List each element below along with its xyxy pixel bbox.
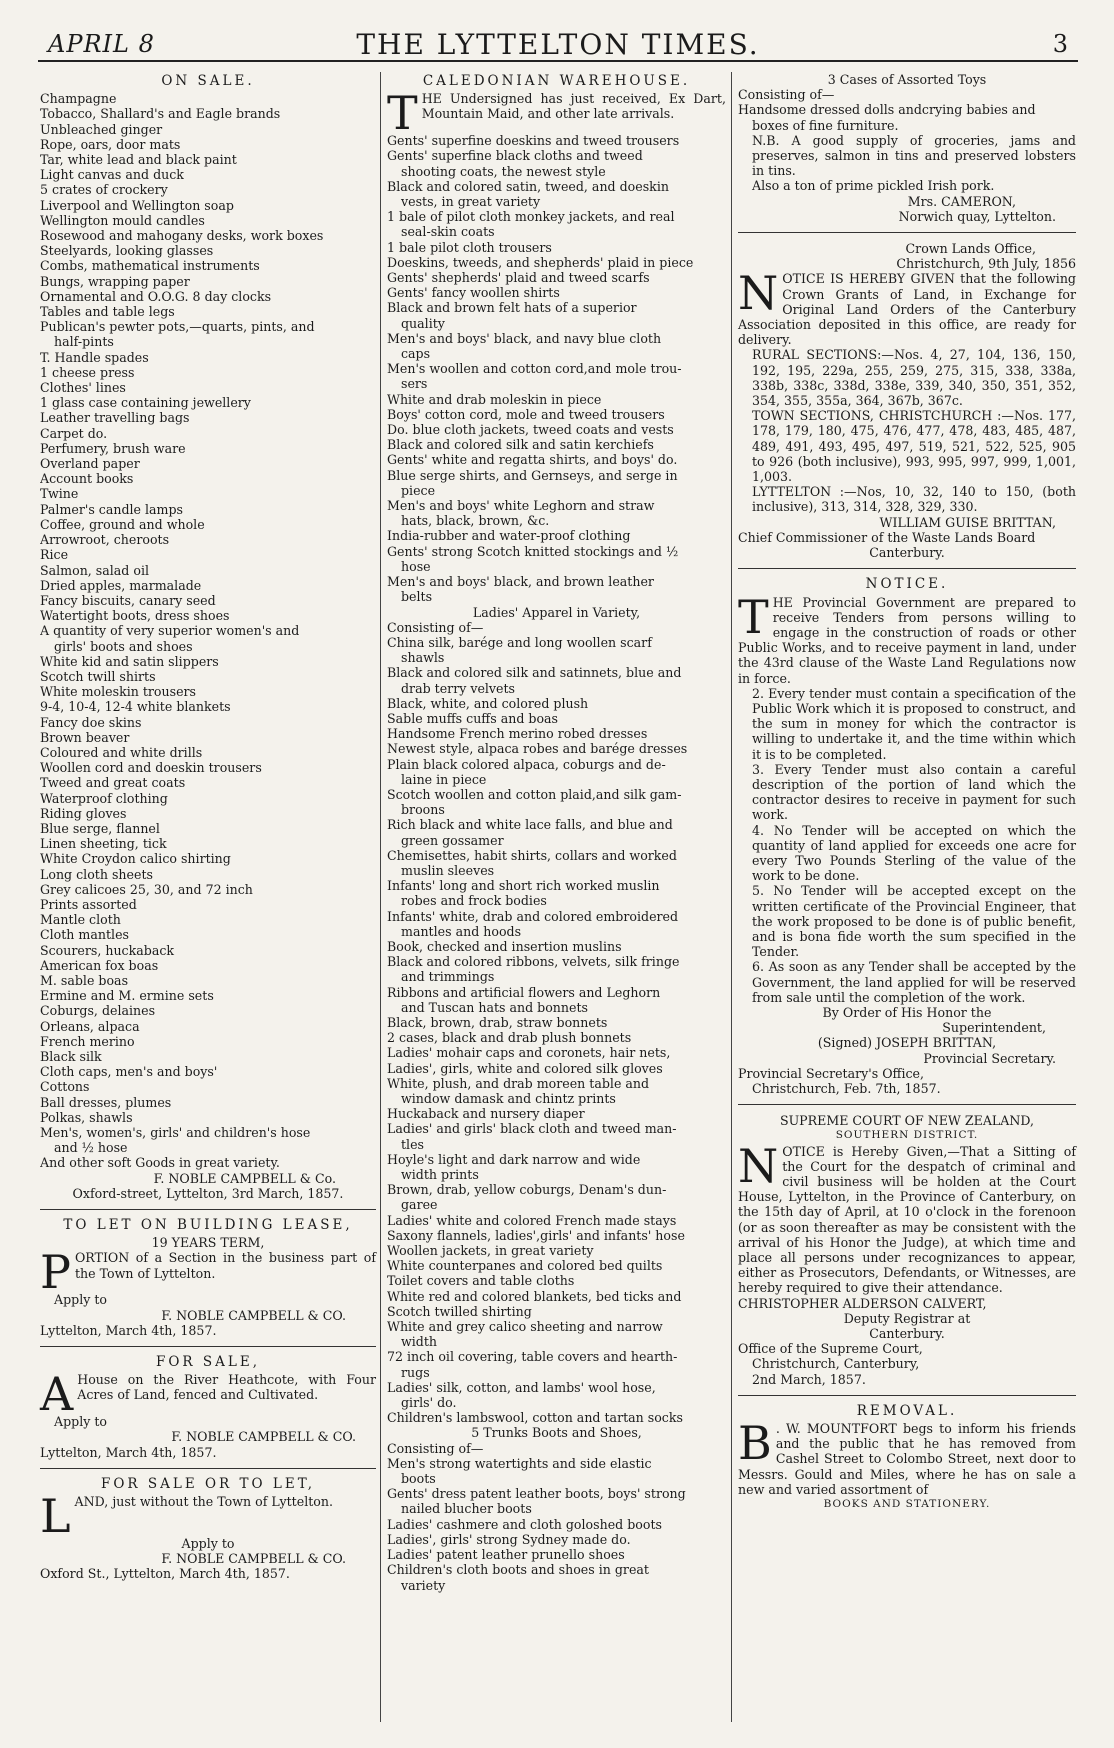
list-item: piece xyxy=(401,482,436,498)
list-item: Ladies' patent leather prunello shoes xyxy=(387,1547,625,1563)
list-item: hose xyxy=(401,558,431,574)
list-item: Woollen jackets, in great variety xyxy=(387,1243,594,1259)
list-item: Unbleached ginger xyxy=(40,121,163,137)
divider xyxy=(738,568,1076,569)
toys-pork: Also a ton of prime pickled Irish pork. xyxy=(752,178,995,194)
list-item: robes and frock bodies xyxy=(401,893,547,909)
list-item: Ornamental and O.O.G. 8 day clocks xyxy=(40,288,272,304)
list-item: Ladies' and girls' black cloth and tweed man- xyxy=(387,1121,677,1137)
divider xyxy=(40,1209,376,1210)
boots-list xyxy=(387,1456,726,1593)
list-item: Men's woollen and cotton cord,and mole trou- xyxy=(387,361,682,377)
list-item: Wellington mould candles xyxy=(40,212,205,228)
to-let-apply: Apply to xyxy=(54,1292,108,1308)
list-item: Men's and boys' black, and navy blue cloth xyxy=(387,330,662,346)
toys-heading: 3 Cases of Assorted Toys xyxy=(827,72,987,87)
list-item: Waterproof clothing xyxy=(40,790,168,806)
crown-date: Christchurch, 9th July, 1856 xyxy=(896,256,1076,272)
notice-p3: 3. Every Tender must also contain a careful description of the portion of land which the contractor desires to receive in payment for such work. xyxy=(752,761,1076,823)
removal-heading: REMOVAL. xyxy=(856,1402,958,1419)
list-item: Newest style, alpaca robes and barége dresses xyxy=(387,741,688,757)
list-item: Mantle cloth xyxy=(40,912,121,928)
notice-p2: 2. Every tender must contain a specification of the Public Work which it is proposed to construct, and the sum in money for which the contractor is willing to undertake it, and the time within which it is to be completed. xyxy=(752,685,1076,762)
masthead xyxy=(38,26,1078,62)
list-item: Tar, white lead and black paint xyxy=(40,152,237,168)
list-item: White kid and satin slippers xyxy=(40,653,219,669)
list-item: Gents' strong Scotch knitted stockings and ½ xyxy=(387,543,679,559)
list-item: Toilet covers and table cloths xyxy=(387,1273,575,1289)
list-item: vests, in great variety xyxy=(401,194,541,210)
list-item: Bungs, wrapping paper xyxy=(40,273,190,289)
list-item: Hoyle's light and dark narrow and wide xyxy=(387,1151,641,1167)
list-item: Ladies', girls' strong Sydney made do. xyxy=(387,1531,631,1547)
notice-p1: THE Provincial Government are prepared to receive Tenders from persons willing to engage in the construction of roads or other Public Works, and to receive payment in land, under the 43rd clause of the Waste Land Regulations now in force. xyxy=(738,589,1076,686)
toys-nb: N.B. A good supply of groceries, jams and preserves, salmon in tins and preserved lobsters in tins. xyxy=(752,132,1076,179)
list-item: Sable muffs cuffs and boas xyxy=(387,710,559,726)
list-item: nailed blucher boots xyxy=(401,1501,532,1517)
list-item: Long cloth sheets xyxy=(40,866,153,882)
list-item: Men's and boys' black, and brown leather xyxy=(387,574,654,590)
ladies-list xyxy=(387,635,726,1426)
list-item: Children's cloth boots and shoes in great xyxy=(387,1562,649,1578)
list-item: and Tuscan hats and bonnets xyxy=(401,999,589,1015)
list-item: boots xyxy=(401,1471,436,1487)
to-let-heading: TO LET ON BUILDING LEASE, xyxy=(63,1217,353,1234)
list-item: Salmon, salad oil xyxy=(40,562,150,578)
list-item: width prints xyxy=(401,1167,479,1183)
list-item: Coloured and white drills xyxy=(40,744,203,760)
list-item: and trimmings xyxy=(401,969,495,985)
list-item: White Croydon calico shirting xyxy=(40,851,231,867)
list-item: Clothes' lines xyxy=(40,380,126,396)
list-item: Cloth caps, men's and boys' xyxy=(40,1064,218,1080)
sale-or-let-body: LAND, just without the Town of Lyttelton. xyxy=(40,1489,333,1544)
list-item: laine in piece xyxy=(401,771,487,787)
crown-town: TOWN SECTIONS, CHRISTCHURCH :—Nos. 177, 178, 179, 180, 475, 476, 477, 478, 483, 485, 487, 489, 491, 493, 495, 497, 519, 521, 522, 525, 905 to 926 (both inclusive), 993, 995, 997, 999, 1,001, 1,003. xyxy=(752,408,1076,485)
list-item: Cloth mantles xyxy=(40,927,129,943)
list-item: Handsome dressed dolls andcrying babies and xyxy=(738,102,1036,118)
list-item: 1 bale of pilot cloth monkey jackets, and real xyxy=(387,209,675,225)
list-item: Children's lambswool, cotton and tartan socks xyxy=(387,1410,683,1426)
list-item: Huckaback and nursery diaper xyxy=(387,1106,585,1122)
list-item: Watertight boots, dress shoes xyxy=(40,608,230,624)
sale-or-let-heading: FOR SALE OR TO LET, xyxy=(100,1475,316,1492)
column-3 xyxy=(738,72,1076,1512)
list-item: Liverpool and Wellington soap xyxy=(40,197,234,213)
list-item: girls' boots and shoes xyxy=(54,638,193,654)
list-item: Rope, oars, door mats xyxy=(40,136,181,152)
list-item: Scotch twilled shirting xyxy=(387,1303,532,1319)
list-item: China silk, barége and long woollen scarf xyxy=(387,634,652,650)
column-rule-1 xyxy=(380,72,381,1722)
for-sale-body: A House on the River Heathcote, with Four Acres of Land, fenced and Cultivated. xyxy=(40,1367,376,1422)
crown-place: Canterbury. xyxy=(869,545,945,561)
list-item: Black and colored ribbons, velvets, silk fringe xyxy=(387,954,680,970)
list-item: White red and colored blankets, bed ticks and xyxy=(387,1288,682,1304)
list-item: hats, black, brown, &c. xyxy=(401,513,550,529)
list-item: Coffee, ground and whole xyxy=(40,516,205,532)
column-1 xyxy=(40,72,376,1582)
list-item: Polkas, shawls xyxy=(40,1109,133,1125)
list-item: Brown, drab, yellow coburgs, Denam's dun- xyxy=(387,1182,667,1198)
notice-order: By Order of His Honor the xyxy=(822,1004,992,1020)
divider xyxy=(40,1468,376,1469)
list-item: Black and colored satin, tweed, and doeskin xyxy=(387,178,669,194)
list-item: Boys' cotton cord, mole and tweed trousers xyxy=(387,406,665,422)
on-sale-heading: ON SALE. xyxy=(161,73,255,89)
list-item: Do. blue cloth jackets, tweed coats and vests xyxy=(387,422,674,438)
removal-body: B . W. MOUNTFORT begs to inform his friends and the public that he has removed from Cashel Street to Colombo Street, next door to Messrs. Gould and Miles, where he has on sale a new and varied assortment of xyxy=(738,1416,1076,1497)
list-item: Black, white, and colored plush xyxy=(387,695,589,711)
list-item: 72 inch oil covering, table covers and hearth- xyxy=(387,1349,678,1365)
list-item: garee xyxy=(401,1197,438,1213)
list-item: M. sable boas xyxy=(40,972,129,988)
court-signature: CHRISTOPHER ALDERSON CALVERT, xyxy=(738,1295,987,1311)
list-item: Rice xyxy=(40,547,69,563)
caledonian-intro: THE Undersigned has just received, Ex Dart, Mountain Maid, and other late arrivals. xyxy=(387,86,726,141)
toys-consisting: Consisting of— xyxy=(738,87,835,103)
list-item: Black, brown, drab, straw bonnets xyxy=(387,1014,608,1030)
list-item: Men's and boys' white Leghorn and straw xyxy=(387,498,655,514)
on-sale-list xyxy=(40,91,376,1170)
page-number: 3 xyxy=(1052,30,1068,58)
for-sale-heading: FOR SALE, xyxy=(156,1354,260,1371)
list-item: Brown beaver xyxy=(40,729,130,745)
list-item: Black silk xyxy=(40,1049,102,1064)
list-item: Orleans, alpaca xyxy=(40,1018,140,1034)
list-item: White and grey calico sheeting and narrow xyxy=(387,1319,663,1335)
ladies-consisting: Consisting of— xyxy=(387,619,484,635)
list-item: tles xyxy=(401,1136,425,1152)
issue-date: APRIL 8 xyxy=(48,30,155,58)
list-item: Overland paper xyxy=(40,456,140,472)
list-item: 2 cases, black and drab plush bonnets xyxy=(387,1030,632,1046)
list-item: 1 glass case containing jewellery xyxy=(40,395,251,411)
list-item: boxes of fine furniture. xyxy=(752,117,899,133)
list-item: Ladies' cashmere and cloth goloshed boots xyxy=(387,1516,662,1532)
removal-books: BOOKS AND STATIONERY. xyxy=(823,1498,991,1511)
court-title: Deputy Registrar at xyxy=(843,1310,971,1326)
notice-superintendent: Superintendent, xyxy=(942,1020,1046,1036)
divider xyxy=(738,232,1076,233)
list-item: India-rubber and water-proof clothing xyxy=(387,528,631,544)
list-item: width xyxy=(401,1334,438,1350)
list-item: Dried apples, marmalade xyxy=(40,577,202,593)
boots-consisting: Consisting of— xyxy=(387,1440,484,1456)
list-item: Ladies' white and colored French made stays xyxy=(387,1212,677,1228)
list-item: White and drab moleskin in piece xyxy=(387,391,602,407)
to-let-date: Lyttelton, March 4th, 1857. xyxy=(40,1322,217,1338)
sale-or-let-date: Oxford St., Lyttelton, March 4th, 1857. xyxy=(40,1566,290,1582)
list-item: Prints assorted xyxy=(40,896,137,912)
sale-or-let-apply: Apply to xyxy=(181,1536,235,1552)
list-item: White moleskin trousers xyxy=(40,684,197,700)
list-item: Gents' dress patent leather boots, boys' strong xyxy=(387,1486,686,1502)
list-item: caps xyxy=(401,346,431,362)
list-item: Fancy doe skins xyxy=(40,714,142,730)
list-item: Carpet do. xyxy=(40,425,108,441)
court-place: Canterbury. xyxy=(869,1326,945,1342)
list-item: variety xyxy=(401,1577,446,1593)
column-2 xyxy=(387,72,726,1593)
list-item: Steelyards, looking glasses xyxy=(40,243,214,259)
list-item: Arrowroot, cheroots xyxy=(40,532,170,548)
court-body: NOTICE is Hereby Given,—That a Sitting of the Court for the despatch of criminal and civil business will be holden at the Court House, Lyttelton, in the Province of Canterbury, on the 15th day of April, at 10 o'clock in the forenoon (or as soon thereafter as may be consistent with the arrival of his Honor the Judge), at which time and place all persons under recognizances to appear, either as Prosecutors, Defendants, or Witnesses, are hereby required to give their attendance. xyxy=(738,1138,1076,1296)
list-item: Light canvas and duck xyxy=(40,167,184,183)
notice-signature: (Signed) JOSEPH BRITTAN, xyxy=(817,1035,997,1051)
list-item: Tweed and great coats xyxy=(40,775,186,791)
list-item: Leather travelling bags xyxy=(40,410,190,426)
list-item: 9-4, 10-4, 12-4 white blankets xyxy=(40,699,231,715)
list-item: Black and brown felt hats of a superior xyxy=(387,300,637,316)
list-item: green gossamer xyxy=(401,832,504,848)
list-item: And other soft Goods in great variety. xyxy=(40,1155,280,1171)
list-item: shawls xyxy=(401,650,445,666)
list-item: Linen sheeting, tick xyxy=(40,836,167,852)
list-item: Blue serge, flannel xyxy=(40,820,160,836)
on-sale-signature: F. NOBLE CAMPBELL & Co. xyxy=(153,1170,336,1186)
ladies-heading: Ladies' Apparel in Variety, xyxy=(472,604,641,620)
list-item: half-pints xyxy=(54,334,114,350)
list-item: Saxony flannels, ladies',girls' and infants' hose xyxy=(387,1227,685,1243)
list-item: Scotch woollen and cotton plaid,and silk gam- xyxy=(387,786,682,802)
list-item: window damask and chintz prints xyxy=(401,1091,616,1106)
boots-heading: 5 Trunks Boots and Shoes, xyxy=(471,1425,642,1441)
list-item: mantles and hoods xyxy=(401,923,522,939)
notice-p6: 6. As soon as any Tender shall be accepted by the Government, the land applied for will be reserved from sale until the completion of the work. xyxy=(752,959,1076,1005)
list-item: French merino xyxy=(40,1033,135,1049)
list-item: Combs, mathematical instruments xyxy=(40,258,260,274)
notice-p5: 5. No Tender will be accepted except on the written certificate of the Provincial Engineer, that the work proposed to be done is of public benefit, and is bona fide worth the sum specified in the Tender. xyxy=(752,883,1076,960)
toys-signature: Mrs. CAMERON, xyxy=(907,193,1016,209)
crown-office: Crown Lands Office, xyxy=(905,241,1036,257)
sale-or-let-signature: F. NOBLE CAMPBELL & CO. xyxy=(161,1551,346,1567)
list-item: 5 crates of crockery xyxy=(40,182,168,198)
list-item: Gents' superfine black cloths and tweed xyxy=(387,148,643,164)
list-item: Gents' fancy woollen shirts xyxy=(387,285,560,301)
list-item: Doeskins, tweeds, and shepherds' plaid in piece xyxy=(387,254,694,270)
notice-date: Christchurch, Feb. 7th, 1857. xyxy=(752,1081,941,1096)
list-item: Twine xyxy=(40,486,79,502)
list-item: White counterpanes and colored bed quilts xyxy=(387,1258,663,1274)
court-subheading: SOUTHERN DISTRICT. xyxy=(835,1129,979,1142)
notice-office: Provincial Secretary's Office, xyxy=(738,1065,924,1081)
to-let-signature: F. NOBLE CAMPBELL & CO. xyxy=(161,1307,346,1323)
court-date: 2nd March, 1857. xyxy=(752,1371,866,1387)
crown-lyttelton: LYTTELTON :—Nos, 10, 32, 140 to 150, (both inclusive), 313, 314, 328, 329, 330. xyxy=(752,484,1076,515)
list-item: Handsome French merino robed dresses xyxy=(387,726,648,742)
list-item: seal-skin coats xyxy=(401,224,495,240)
on-sale-address: Oxford-street, Lyttelton, 3rd March, 1857. xyxy=(72,1185,344,1201)
list-item: drab terry velvets xyxy=(401,680,516,696)
list-item: American fox boas xyxy=(40,957,159,973)
crown-signature: WILLIAM GUISE BRITTAN, xyxy=(879,514,1056,530)
crown-rural: RURAL SECTIONS:—Nos. 4, 27, 104, 136, 150, 192, 195, 229a, 255, 259, 275, 315, 338, 338a, 338b, 338c, 338d, 338e, 339, 340, 350, 351, 352, 354, 355, 355a, 364, 367b, 367c. xyxy=(752,347,1076,409)
list-item: rugs xyxy=(401,1364,430,1380)
list-item: 1 bale pilot cloth trousers xyxy=(387,239,552,255)
for-sale-apply: Apply to xyxy=(54,1414,108,1430)
list-item: girls' do. xyxy=(401,1395,457,1411)
court-heading: SUPREME COURT OF NEW ZEALAND, xyxy=(779,1113,1035,1129)
list-item: Tables and table legs xyxy=(40,304,175,320)
list-item: Cottons xyxy=(40,1079,90,1095)
list-item: Gents' shepherds' plaid and tweed scarfs xyxy=(387,270,650,286)
list-item: belts xyxy=(401,589,433,605)
list-item: Blue serge shirts, and Gernseys, and serge in xyxy=(387,467,678,483)
notice-p4: 4. No Tender will be accepted on which the quantity of land applied for exceeds one acre for every Two Pounds Sterling of the value of the work to be done. xyxy=(752,822,1076,884)
list-item: Grey calicoes 25, 30, and 72 inch xyxy=(40,881,253,897)
list-item: muslin sleeves xyxy=(401,862,495,878)
list-item: Woollen cord and doeskin trousers xyxy=(40,760,262,776)
notice-title: Provincial Secretary. xyxy=(923,1050,1056,1066)
list-item: Infants' long and short rich worked muslin xyxy=(387,878,660,894)
list-item: Perfumery, brush ware xyxy=(40,440,186,456)
list-item: White, plush, and drab moreen table and xyxy=(387,1075,650,1091)
list-item: and ½ hose xyxy=(54,1140,128,1156)
list-item: Ball dresses, plumes xyxy=(40,1094,172,1110)
list-item: Ladies' mohair caps and coronets, hair nets, xyxy=(387,1045,671,1061)
list-item: Gents' white and regatta shirts, and boys' do. xyxy=(387,452,678,468)
list-item: A quantity of very superior women's and xyxy=(40,623,300,639)
toys-address: Norwich quay, Lyttelton. xyxy=(898,208,1056,224)
list-item: T. Handle spades xyxy=(40,349,149,365)
list-item: Account books xyxy=(40,471,134,487)
list-item: Ribbons and artificial flowers and Leghorn xyxy=(387,984,661,1000)
court-city: Christchurch, Canterbury, xyxy=(752,1356,920,1372)
crown-body: NOTICE IS HEREBY GIVEN that the following Crown Grants of Land, in Exchange for Original Land Orders of the Canterbury Association deposited in this office, are ready for delivery. xyxy=(738,266,1076,348)
list-item: Book, checked and insertion muslins xyxy=(387,938,622,954)
list-item: Black and colored silk and satin kerchiefs xyxy=(387,437,654,453)
to-let-subheading: 19 YEARS TERM, xyxy=(151,1235,265,1251)
list-item: Rosewood and mahogany desks, work boxes xyxy=(40,228,324,244)
list-item: Tobacco, Shallard's and Eagle brands xyxy=(40,106,281,122)
list-item: sers xyxy=(401,376,428,392)
list-item: Infants' white, drab and colored embroidered xyxy=(387,908,679,924)
divider xyxy=(738,1104,1076,1105)
menswear-list xyxy=(387,133,726,604)
court-office: Office of the Supreme Court, xyxy=(738,1341,923,1357)
to-let-body: PORTION of a Section in the business part of the Town of Lyttelton. xyxy=(40,1245,376,1300)
newspaper-title: THE LYTTELTON TIMES. xyxy=(356,28,760,61)
list-item: Fancy biscuits, canary seed xyxy=(40,592,216,608)
list-item: Scourers, huckaback xyxy=(40,942,175,958)
for-sale-date: Lyttelton, March 4th, 1857. xyxy=(40,1444,217,1460)
caledonian-heading: CALEDONIAN WAREHOUSE. xyxy=(422,73,691,89)
list-item: Scotch twill shirts xyxy=(40,668,156,684)
list-item: Black and colored silk and satinnets, blue and xyxy=(387,665,682,681)
divider xyxy=(738,1395,1076,1396)
list-item: broons xyxy=(401,802,445,818)
list-item: shooting coats, the newest style xyxy=(401,163,606,179)
list-item: Coburgs, delaines xyxy=(40,1003,156,1019)
column-rule-2 xyxy=(731,72,732,1722)
list-item: Plain black colored alpaca, coburgs and de- xyxy=(387,756,666,772)
list-item: Ermine and M. ermine sets xyxy=(40,988,214,1004)
divider xyxy=(40,1346,376,1347)
list-item: Gents' superfine doeskins and tweed trousers xyxy=(387,133,680,149)
list-item: Rich black and white lace falls, and blue and xyxy=(387,817,673,833)
list-item: Champagne xyxy=(40,91,117,107)
list-item: Publican's pewter pots,—quarts, pints, and xyxy=(40,319,315,335)
list-item: Ladies' silk, cotton, and lambs' wool hose, xyxy=(387,1379,656,1395)
list-item: quality xyxy=(401,315,445,331)
list-item: 1 cheese press xyxy=(40,364,135,380)
crown-title: Chief Commissioner of the Waste Lands Board xyxy=(738,529,1036,545)
for-sale-signature: F. NOBLE CAMPBELL & CO. xyxy=(171,1429,356,1445)
list-item: Palmer's candle lamps xyxy=(40,501,184,517)
list-item: Men's strong watertights and side elastic xyxy=(387,1455,652,1471)
list-item: Chemisettes, habit shirts, collars and worked xyxy=(387,847,677,863)
toys-list xyxy=(738,102,1076,132)
list-item: Ladies', girls, white and colored silk gloves xyxy=(387,1060,663,1076)
list-item: Riding gloves xyxy=(40,805,127,821)
list-item: Men's, women's, girls' and children's hose xyxy=(40,1125,311,1141)
notice-heading: NOTICE. xyxy=(865,576,949,593)
